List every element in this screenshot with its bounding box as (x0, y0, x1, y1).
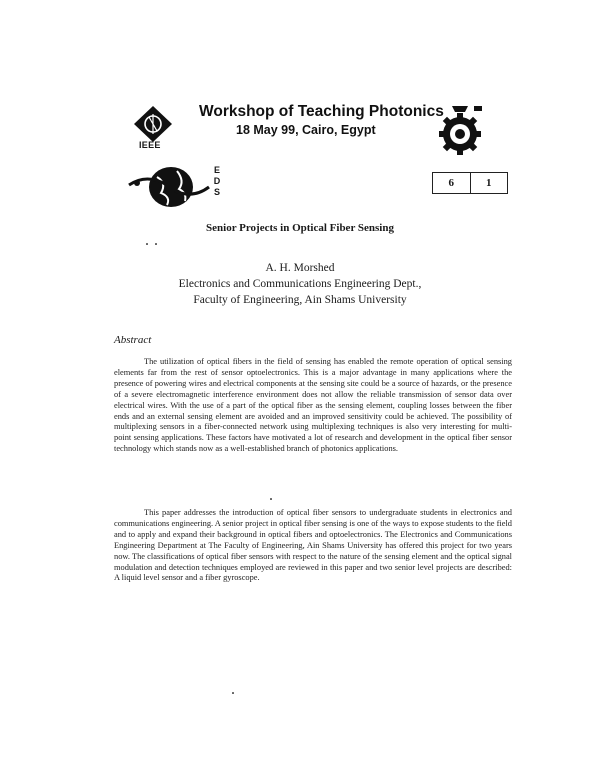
affiliation-department: Electronics and Communications Engineering Dept., (178, 278, 422, 290)
gear-emblem-logo (432, 102, 488, 160)
scan-speck (155, 243, 157, 245)
author-name: A. H. Morshed (265, 262, 335, 274)
eds-letter-d: D (213, 176, 221, 186)
eds-label (212, 165, 222, 198)
workshop-title: Workshop of Teaching Photonics (199, 103, 444, 120)
paper-number-index: 1 (471, 173, 509, 193)
paper-number-session: 6 (433, 173, 471, 193)
eds-letter-e: E (213, 165, 220, 175)
paper-title: Senior Projects in Optical Fiber Sensing (206, 222, 394, 234)
abstract-paragraph-2-text: This paper addresses the introduction of optical fiber sensors to undergraduate students in electronics and communications engineering. A senior project in optical fiber sensing is one of the ways to expose students to the field and to apply and expand their background in optical fibers and optoelectronics. The Electronics and Communications Engineering Department at The Faculty of Engineering, Ain Shams University has offered this project for two years now. The classifications of optical fiber sensors with respect to the nature of the sensing element and the optical signal modulation and detection techniques employed are reviewed in this paper and two senior level projects are described: A liquid level sensor and a fiber gyroscope. (114, 508, 512, 583)
abstract-paragraph-2 (114, 508, 512, 584)
scan-speck (146, 243, 148, 245)
ieee-label: IEEE (139, 140, 161, 150)
affiliation-university: Faculty of Engineering, Ain Shams University (193, 294, 407, 306)
workshop-date: 18 May 99, Cairo, Egypt (236, 123, 376, 137)
paper-number-box (432, 172, 508, 194)
abstract-heading: Abstract (114, 334, 152, 346)
abstract-paragraph-1-text: The utilization of optical fibers in the field of sensing has enabled the remote operation of optical sensing elements far from the rest of sensor optoelectronics. This is a major advantage in many applications where the presence of powering wires and electrical components at the sensing site could be a source of hazards, or the presence of a severe electromagnetic interference environment does not allow the reliable transmission of sensor data over electrical wires. With the use of a part of the optical fiber as the sensing element, coupling losses between the fiber ends and an external sensing element are avoided and an improved sensitivity could be achieved. The possibility of multiplexing sensors in a fiber-connected network using multiplexing techniques is also very interesting for multi-point sensing applications. These factors have motivated a lot of research and development in the optical fiber sensor technology which stands now as a well-established branch of photonics applications. (114, 357, 512, 454)
scan-speck (270, 498, 272, 500)
abstract-paragraph-1 (114, 357, 512, 455)
scan-speck (232, 692, 234, 694)
eds-letter-s: S (213, 187, 220, 197)
eds-globe-logo (127, 163, 211, 211)
